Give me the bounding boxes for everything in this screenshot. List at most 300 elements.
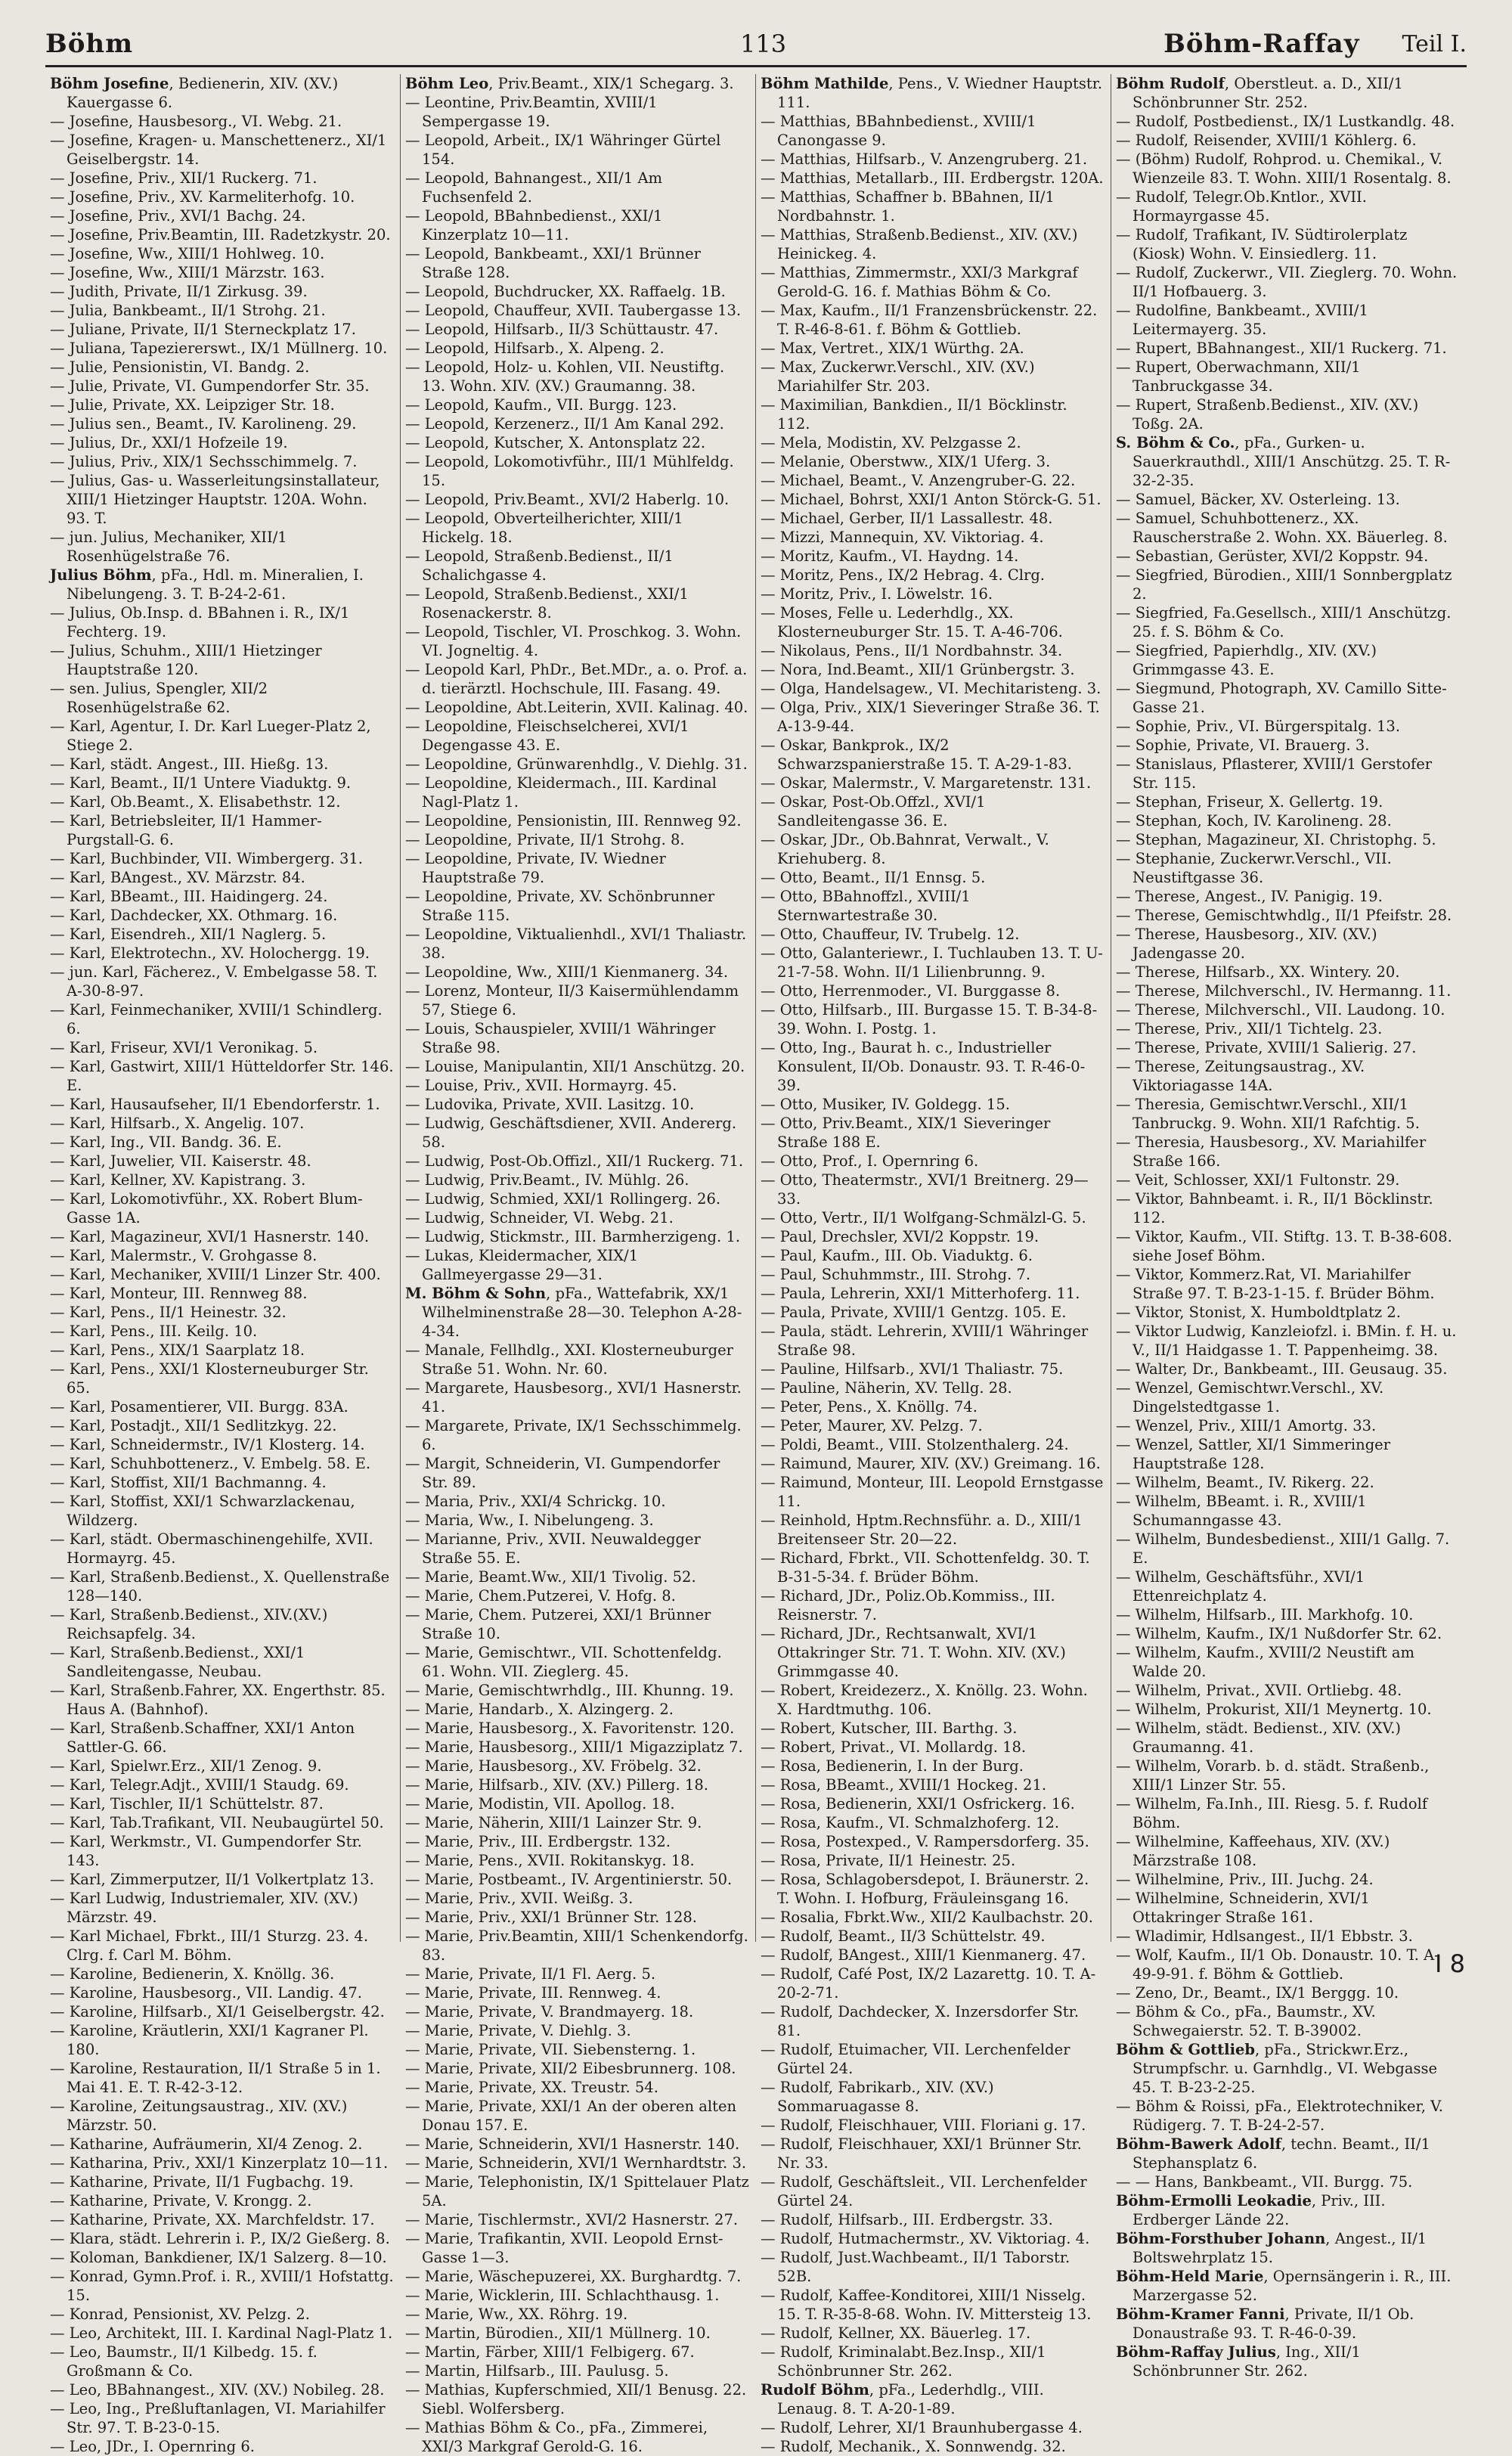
directory-entry: — Karoline, Kräutlerin, XXI/1 Kagraner Pl. 180.	[50, 2022, 369, 2058]
directory-entry: — Marie, Private, VII. Siebensterng. 1.	[405, 2041, 696, 2058]
directory-entry: — Otto, BBahnoffzl., XVIII/1 Sternwartestraße 30.	[761, 888, 971, 924]
directory-entry: — Matthias, Metallarb., III. Erdbergstr. 120A.	[761, 169, 1104, 187]
directory-entry: — Marie, Schneiderin, XVI/1 Hasnerstr. 140.	[405, 2135, 740, 2153]
directory-entry: — Karl, Juwelier, VII. Kaiserstr. 48.	[50, 1152, 311, 1170]
directory-entry: — Juliane, Private, II/1 Sterneckplatz 17.	[50, 321, 356, 338]
directory-entry: — Wilhelm, BBeamt. i. R., XVIII/1 Schumanngasse 43.	[1116, 1493, 1367, 1529]
directory-entry: — Rudolf, Reisender, XVIII/1 Köhlerg. 6.	[1116, 132, 1417, 149]
directory-entry: — Karl, Ing., VII. Bandg. 36. E.	[50, 1133, 282, 1151]
column-3	[756, 74, 1111, 2455]
directory-entry: — Paula, Private, XVIII/1 Gentzg. 105. E.	[761, 1304, 1067, 1321]
directory-entry: — Rudolf, Etuimacher, VII. Lerchenfelder Gürtel 24.	[761, 2041, 1070, 2077]
directory-entry: — Marie, Private, V. Brandmayerg. 18.	[405, 2003, 694, 2020]
directory-entry: — Leopold, Kerzenerz., II/1 Am Kanal 292.	[405, 415, 724, 433]
directory-entry: — Wenzel, Priv., XIII/1 Amortg. 33.	[1116, 1417, 1377, 1434]
directory-entry: — jun. Karl, Fächerez., V. Embelgasse 58. T. A-30-8-97.	[50, 963, 378, 1000]
directory-entry: — Leopold, Chauffeur, XVII. Taubergasse 13.	[405, 302, 742, 319]
directory-entry: — Leopold, Priv.Beamt., XVI/2 Haberlg. 10.	[405, 491, 730, 508]
directory-entry: — Karl, Straßenb.Bedienst., XIV.(XV.) Reichsapfelg. 34.	[50, 1606, 328, 1642]
directory-entry: — Karl, Werkmstr., VI. Gumpendorfer Str. 143.	[50, 1833, 362, 1869]
directory-entry: — Leopold, BBahnbedienst., XXI/1 Kinzerplatz 10—11.	[405, 207, 663, 243]
directory-entry: — Ludwig, Priv.Beamt., IV. Mühlg. 26.	[405, 1171, 689, 1189]
directory-entry: — Katharine, Private, V. Krongg. 2.	[50, 2192, 312, 2209]
directory-entry: — Karl, Telegr.Adjt., XVIII/1 Staudg. 69.	[50, 1776, 349, 1794]
directory-entry: — Karl, Gastwirt, XIII/1 Hütteldorfer Str. 146. E.	[50, 1058, 394, 1094]
directory-entry: — Marie, Modistin, VII. Apollog. 18.	[405, 1795, 675, 1813]
directory-entry: — Wolf, Kaufm., II/1 Ob. Donaustr. 10. T. A-49-9-91. f. Böhm & Gottlieb.	[1116, 1946, 1439, 1983]
directory-entry: — Richard, JDr., Poliz.Ob.Kommiss., III. Reisnerstr. 7.	[761, 1587, 1055, 1623]
directory-entry: — Marie, Ww., XX. Röhrg. 19.	[405, 2306, 628, 2323]
directory-entry: — Siegfried, Fa.Gesellsch., XIII/1 Anschützg. 25. f. S. Böhm & Co.	[1116, 604, 1452, 640]
directory-entry: — Julie, Private, VI. Gumpendorfer Str. 35.	[50, 377, 370, 395]
directory-entry: — Viktor Ludwig, Kanzleiofzl. i. BMin. f. H. u. V., II/1 Haidgasse 1. T. Pappenheimg. 38.	[1116, 1323, 1457, 1359]
directory-entry: — Ludovika, Private, XVII. Lasitzg. 10.	[405, 1096, 695, 1113]
directory-entry: — Wilhelm, Bundesbedienst., XIII/1 Gallg. 7. E.	[1116, 1530, 1450, 1567]
directory-entry: — Karl, Agentur, I. Dr. Karl Lueger-Platz 2, Stiege 2.	[50, 718, 371, 754]
directory-entry: — Moses, Felle u. Lederhdlg., XX. Klosterneuburger Str. 15. T. A-46-706.	[761, 604, 1063, 640]
directory-entry: — Marie, Gemischtwr., VII. Schottenfeldg. 61. Wohn. VII. Zieglerg. 45.	[405, 1644, 722, 1680]
directory-entry: — Marie, Pens., XVII. Rokitanskyg. 18.	[405, 1852, 695, 1869]
directory-entry: — Karl, Beamt., II/1 Untere Viaduktg. 9.	[50, 774, 352, 792]
directory-entry: — Leopold, Lokomotivführ., III/1 Mühlfeldg. 15.	[405, 453, 734, 489]
directory-entry: — Karl, Magazineur, XVI/1 Hasnerstr. 140.	[50, 1228, 370, 1245]
directory-entry: — Otto, Musiker, IV. Goldegg. 15.	[761, 1096, 1010, 1113]
directory-entry: S. Böhm & Co., pFa., Gurken- u. Sauerkrauthdl., XIII/1 Anschützg. 25. T. R-32-2-35.	[1116, 434, 1451, 489]
directory-entry: — Karl, BBeamt., III. Haidingerg. 24.	[50, 888, 328, 905]
directory-entry: — Rudolf, Postbedienst., IX/1 Lustkandlg. 48.	[1116, 113, 1455, 130]
directory-entry: — Otto, Priv.Beamt., XIX/1 Sieveringer Straße 188 E.	[761, 1115, 1051, 1151]
directory-entry: — Wilhelmine, Priv., III. Juchg. 24.	[1116, 1871, 1374, 1888]
directory-entry: — Maria, Ww., I. Nibelungeng. 3.	[405, 1512, 654, 1529]
directory-entry: — Rudolfine, Bankbeamt., XVIII/1 Leitermayerg. 35.	[1116, 302, 1368, 338]
directory-entry: — Karl, Friseur, XVI/1 Veronikag. 5.	[50, 1039, 318, 1056]
directory-entry: Böhm Josefine, Bedienerin, XIV. (XV.) Kauergasse 6.	[50, 75, 339, 111]
directory-entry: — Rupert, Straßenb.Bedienst., XIV. (XV.) Toßg. 2A.	[1116, 396, 1419, 433]
header-left-name: Böhm	[45, 29, 134, 59]
directory-entry: — Leo, Baumstr., II/1 Kilbedg. 15. f. Großmann & Co.	[50, 2343, 318, 2380]
directory-entry: Böhm-Ermolli Leokadie, Priv., III. Erdberger Lände 22.	[1116, 2192, 1386, 2228]
directory-entry: — Samuel, Bäcker, XV. Osterleing. 13.	[1116, 491, 1400, 508]
directory-entry: — Marie, Handarb., X. Alzingerg. 2.	[405, 1701, 674, 1718]
directory-entry: — Rudolf, Just.Wachbeamt., II/1 Taborstr. 52B.	[761, 2249, 1070, 2285]
directory-entry: — Josefine, Priv., XII/1 Ruckerg. 71.	[50, 169, 318, 187]
directory-entry: — Karl, Betriebsleiter, II/1 Hammer-Purgstall-G. 6.	[50, 812, 322, 848]
directory-entry: — Rudolf, Zuckerwr., VII. Zieglerg. 70. Wohn. II/1 Hofbauerg. 3.	[1116, 264, 1458, 300]
directory-entry: — Oskar, Post-Ob.Offzl., XVI/1 Sandleitengasse 36. E.	[761, 793, 986, 830]
directory-entry: Böhm Leo, Priv.Beamt., XIX/1 Schegarg. 3.	[405, 75, 734, 92]
directory-entry: — Rudolf, Kriminalabt.Bez.Insp., XII/1 Schönbrunner Str. 262.	[761, 2343, 1046, 2380]
directory-entry: — Robert, Privat., VI. Mollardg. 18.	[761, 1738, 1027, 1756]
directory-entry: — Marie, Näherin, XIII/1 Lainzer Str. 9.	[405, 1814, 702, 1831]
directory-entry: Böhm Mathilde, Pens., V. Wiedner Hauptstr. 111.	[761, 75, 1103, 111]
directory-entry: — Rosalia, Fbrkt.Ww., XII/2 Kaulbachstr. 20.	[761, 1909, 1093, 1926]
directory-entry: — Marie, Priv., XXI/1 Brünner Str. 128.	[405, 1909, 697, 1926]
directory-entry: — Maximilian, Bankdien., II/1 Böcklinstr. 112.	[761, 396, 1067, 433]
directory-entry: — Marie, Hausbesorg., X. Favoritenstr. 120.	[405, 1720, 735, 1737]
directory-entry: — — Hans, Bankbeamt., VII. Burgg. 75.	[1116, 2173, 1413, 2191]
directory-entry: — Matthias, Zimmermstr., XXI/3 Markgraf Gerold-G. 16. f. Mathias Böhm & Co.	[761, 264, 1078, 300]
directory-entry: — Raimund, Monteur, III. Leopold Ernstgasse 11.	[761, 1474, 1104, 1510]
directory-entry: — Wilhelmine, Schneiderin, XVI/1 Ottakringer Straße 161.	[1116, 1890, 1370, 1926]
directory-entry: — Leopoldine, Private, XV. Schönbrunner Straße 115.	[405, 888, 715, 924]
directory-entry: — Zeno, Dr., Beamt., IX/1 Berggg. 10.	[1116, 1984, 1399, 2002]
directory-entry: — Julius, Dr., XXI/1 Hofzeile 19.	[50, 434, 288, 451]
directory-entry: — Wilhelm, Vorarb. b. d. städt. Straßenb., XIII/1 Linzer Str. 55.	[1116, 1757, 1430, 1794]
directory-entry: — Karl, Lokomotivführ., XX. Robert Blum-Gasse 1A.	[50, 1190, 363, 1226]
directory-entry: — Karl, Spielwr.Erz., XII/1 Zenog. 9.	[50, 1757, 322, 1775]
directory-entry: — Pauline, Näherin, XV. Tellg. 28.	[761, 1379, 1012, 1397]
directory-entry: — Rudolf, Fleischhauer, VIII. Floriani g. 17.	[761, 2116, 1086, 2134]
directory-entry: — Samuel, Schuhbottenerz., XX. Rauscherstraße 2. Wohn. XX. Bäuerleg. 8.	[1116, 510, 1448, 546]
directory-entry: — Mela, Modistin, XV. Pelzgasse 2.	[761, 434, 1021, 451]
directory-entry: — Karl, BAngest., XV. Märzstr. 84.	[50, 869, 305, 886]
directory-entry: Böhm-Held Marie, Opernsängerin i. R., III. Marzergasse 52.	[1116, 2268, 1452, 2304]
directory-entry: — Siegfried, Bürodien., XIII/1 Sonnbergplatz 2.	[1116, 566, 1452, 603]
directory-entry: — Karl, Pens., XXI/1 Klosterneuburger Str. 65.	[50, 1360, 369, 1397]
directory-entry: — Marie, Wicklerin, III. Schlachthausg. 1.	[405, 2287, 720, 2304]
directory-entry: — Rosa, Bedienerin, I. In der Burg.	[761, 1757, 1024, 1775]
directory-entry: — Rosa, Kaufm., VI. Schmalzhoferg. 12.	[761, 1814, 1060, 1831]
directory-entry: — Rosa, Bedienerin, XXI/1 Osfrickerg. 16.	[761, 1795, 1075, 1813]
directory-entry: — Peter, Pens., X. Knöllg. 74.	[761, 1398, 978, 1416]
directory-entry: — Marie, Chem. Putzerei, XXI/1 Brünner Straße 10.	[405, 1606, 711, 1642]
directory-entry: — Karl, Tischler, II/1 Schüttelstr. 87.	[50, 1795, 324, 1813]
directory-entry: — Otto, Ing., Baurat h. c., Industrieller Konsulent, II/Ob. Donaustr. 93. T. R-46-0-39.	[761, 1039, 1086, 1094]
directory-entry: — Karl, Posamentierer, VII. Burgg. 83A.	[50, 1398, 349, 1416]
directory-entry: — Margit, Schneiderin, VI. Gumpendorfer Str. 89.	[405, 1455, 720, 1491]
directory-entry: — Leopoldine, Private, II/1 Strohg. 8.	[405, 831, 685, 848]
directory-entry: — Marie, Private, XII/2 Eibesbrunnerg. 108.	[405, 2060, 736, 2077]
directory-entry: — Rudolf, Mechanik., X. Sonnwendg. 32.	[761, 2438, 1066, 2455]
directory-entry: — Karl, Stoffist, XXI/1 Schwarzlackenau, Wildzerg.	[50, 1493, 355, 1529]
directory-entry: — Karl, Buchbinder, VII. Wimbergerg. 31.	[50, 850, 363, 867]
directory-entry: — Mathias, Kupferschmied, XII/1 Benusg. 22. Siebl. Wolfersberg.	[405, 2381, 747, 2417]
directory-entry: — Sebastian, Gerüster, XVI/2 Koppstr. 94.	[1116, 547, 1429, 565]
directory-entry: — Konrad, Pensionist, XV. Pelzg. 2.	[50, 2306, 310, 2323]
directory-entry: — Otto, Hilfsarb., III. Burgasse 15. T. B-34-8-39. Wohn. I. Postg. 1.	[761, 1001, 1098, 1037]
directory-entry: — Karl, Tab.Trafikant, VII. Neubaugürtel 50.	[50, 1814, 384, 1831]
directory-entry: — Poldi, Beamt., VIII. Stolzenthalerg. 24.	[761, 1436, 1069, 1453]
directory-entry: — Therese, Priv., XII/1 Tichtelg. 23.	[1116, 1020, 1383, 1037]
directory-entry: — Leopold, Straßenb.Bedienst., II/1 Schalichgasse 4.	[405, 547, 674, 584]
directory-entry: — Marie, Beamt.Ww., XII/1 Tivolig. 52.	[405, 1568, 696, 1586]
directory-entry: — Max, Vertret., XIX/1 Würthg. 2A.	[761, 340, 1024, 357]
directory-entry: — Sophie, Private, VI. Brauerg. 3.	[1116, 736, 1370, 754]
directory-entry: — sen. Julius, Spengler, XII/2 Rosenhügelstraße 62.	[50, 680, 268, 716]
directory-entry: — Karl, Straßenb.Fahrer, XX. Engerthstr. 85. Haus A. (Bahnhof).	[50, 1682, 386, 1718]
directory-entry: — Raimund, Maurer, XIV. (XV.) Greimang. 16.	[761, 1455, 1101, 1472]
directory-entry: — Manale, Fellhdlg., XXI. Klosterneuburger Straße 51. Wohn. Nr. 60.	[405, 1341, 733, 1378]
directory-entry: — Rudolf, Hutmachermstr., XV. Viktoriag. 4.	[761, 2230, 1090, 2247]
directory-entry: — Marie, Tischlermstr., XVI/2 Hasnerstr. 27.	[405, 2211, 739, 2228]
directory-entry: — Marie, Wäschepuzerei, XX. Burghardtg. 7.	[405, 2268, 742, 2285]
directory-entry: — Marie, Private, V. Diehlg. 3.	[405, 2022, 631, 2039]
directory-entry: — Karl, Zimmerputzer, II/1 Volkertplatz 13.	[50, 1871, 374, 1888]
directory-entry: — Marie, Postbeamt., IV. Argentinierstr. 50.	[405, 1871, 733, 1888]
directory-entry: — Stephan, Magazineur, XI. Christophg. 5.	[1116, 831, 1436, 848]
directory-entry: — Leopold Karl, PhDr., Bet.MDr., a. o. Prof. a. d. tierärztl. Hochschule, III. Fasang. 49.	[405, 661, 748, 697]
directory-entry: — Max, Kaufm., II/1 Franzensbrückenstr. 22. T. R-46-8-61. f. Böhm & Gottlieb.	[761, 302, 1098, 338]
directory-entry: — Otto, Prof., I. Opernring 6.	[761, 1152, 979, 1170]
directory-entry: — Otto, Galanteriewr., I. Tuchlauben 13. T. U-21-7-58. Wohn. II/1 Lilienbrunng. 9.	[761, 944, 1103, 981]
directory-entry: — Louis, Schauspieler, XVIII/1 Währinger Straße 98.	[405, 1020, 716, 1056]
directory-entry: — Judith, Private, II/1 Zirkusg. 39.	[50, 283, 308, 300]
directory-entry: — Viktor, Kaufm., VII. Stiftg. 13. T. B-38-608. siehe Josef Böhm.	[1116, 1228, 1452, 1264]
directory-entry: — Rudolf, Geschäftsleit., VII. Lerchenfelder Gürtel 24.	[761, 2173, 1087, 2209]
directory-entry: — Moritz, Pens., IX/2 Hebrag. 4. Clrg.	[761, 566, 1045, 584]
directory-entry: — Marie, Chem.Putzerei, V. Hofg. 8.	[405, 1587, 676, 1605]
directory-entry: — Rupert, Oberwachmann, XII/1 Tanbruckgasse 34.	[1116, 358, 1361, 395]
directory-entry: — Rudolf, Fabrikarb., XIV. (XV.) Sommaruagasse 8.	[761, 2079, 994, 2115]
directory-entry: — Marie, Hilfsarb., XIV. (XV.) Pillerg. 18.	[405, 1776, 708, 1794]
directory-entry: — Leopoldine, Fleischselcherei, XVI/1 Degengasse 43. E.	[405, 718, 689, 754]
directory-entry: — Wilhelm, Geschäftsführ., XVI/1 Ettenreichplatz 4.	[1116, 1568, 1365, 1605]
directory-entry: — Wenzel, Sattler, XI/1 Simmeringer Hauptstraße 128.	[1116, 1436, 1391, 1472]
directory-entry: — Rudolf, Trafikant, IV. Südtirolerplatz (Kiosk) Wohn. V. Einsiedlerg. 11.	[1116, 226, 1408, 262]
directory-entry: — Leopold, Hilfsarb., II/3 Schüttaustr. 47.	[405, 321, 719, 338]
directory-entry: — Michael, Gerber, II/1 Lassallestr. 48.	[761, 510, 1053, 527]
directory-entry: — Viktor, Kommerz.Rat, VI. Mariahilfer Straße 97. T. B-23-1-15. f. Brüder Böhm.	[1116, 1266, 1435, 1302]
directory-entry: — Robert, Kreidezerz., X. Knöllg. 23. Wohn. X. Hardtmuthg. 106.	[761, 1682, 1088, 1718]
directory-entry: — Karl, Straßenb.Bedienst., X. Quellenstraße 128—140.	[50, 1568, 390, 1605]
directory-entry: — Stephan, Friseur, X. Gellertg. 19.	[1116, 793, 1383, 811]
directory-entry: — Karl, Straßenb.Schaffner, XXI/1 Anton Sattler-G. 66.	[50, 1720, 355, 1756]
directory-entry: — Rudolf, BAngest., XIII/1 Kienmanerg. 47.	[761, 1946, 1086, 1964]
directory-entry: — Wilhelm, Prokurist, XII/1 Meynertg. 10.	[1116, 1701, 1432, 1718]
directory-entry: — Rosa, Postexped., V. Rampersdorferg. 35.	[761, 1833, 1089, 1850]
directory-entry: — Mizzi, Mannequin, XV. Viktoriag. 4.	[761, 529, 1044, 546]
directory-entry: — Therese, Angest., IV. Panigig. 19.	[1116, 888, 1383, 905]
directory-entry: — Oskar, Bankprok., IX/2 Schwarzspanierstraße 15. T. A-29-1-83.	[761, 736, 1072, 773]
directory-entry: — Marie, Trafikantin, XVII. Leopold Ernst-Gasse 1—3.	[405, 2230, 723, 2266]
directory-entry: — Oskar, JDr., Ob.Bahnrat, Verwalt., V. Kriehuberg. 8.	[761, 831, 1049, 867]
directory-entry: — Marie, Hausbesorg., XIII/1 Migazziplatz 7.	[405, 1738, 743, 1756]
directory-entry: — Ludwig, Geschäftsdiener, XVII. Andererg. 58.	[405, 1115, 737, 1151]
directory-entry: — Lorenz, Monteur, II/3 Kaisermühlendamm 57, Stiege 6.	[405, 982, 739, 1019]
directory-entry: — Otto, Herrenmoder., VI. Burggasse 8.	[761, 982, 1061, 1000]
directory-entry: — Paula, Lehrerin, XXI/1 Mitterhoferg. 11.	[761, 1285, 1080, 1302]
directory-entry: — Karoline, Hausbesorg., VII. Landig. 47.	[50, 1984, 362, 2002]
directory-entry: — Leo, Architekt, III. I. Kardinal Nagl-Platz 1.	[50, 2324, 393, 2342]
column-1	[45, 74, 401, 2455]
directory-entry: — Melanie, Oberstww., XIX/1 Uferg. 3.	[761, 453, 1051, 470]
directory-entry: — Ludwig, Schmied, XXI/1 Rollingerg. 26.	[405, 1190, 721, 1208]
directory-entry: — Theresia, Gemischtwr.Verschl., XII/1 Tanbruckg. 9. Wohn. XII/1 Rafchtig. 5.	[1116, 1096, 1420, 1132]
directory-entry: — Leopold, Bankbeamt., XXI/1 Brünner Straße 128.	[405, 245, 701, 281]
directory-entry: — Leopold, Kutscher, X. Antonsplatz 22.	[405, 434, 706, 451]
directory-entry: — Leopoldine, Ww., XIII/1 Kienmanerg. 34.	[405, 963, 729, 981]
directory-entry: — Karl, Pens., II/1 Heinestr. 32.	[50, 1304, 287, 1321]
directory-entry: — Marie, Schneiderin, XVI/1 Wernhardtstr. 3.	[405, 2154, 747, 2172]
directory-entry: — Leopold, Straßenb.Bedienst., XXI/1 Rosenackerstr. 8.	[405, 585, 689, 622]
directory-entry: — Paul, Drechsler, XVI/2 Koppstr. 19.	[761, 1228, 1040, 1245]
directory-entry: — Leopoldine, Grünwarenhdlg., V. Diehlg. 31.	[405, 755, 748, 773]
directory-entry: — Karl, Straßenb.Bedienst., XXI/1 Sandleitengasse, Neubau.	[50, 1644, 305, 1680]
directory-entry: — Ludwig, Post-Ob.Offizl., XII/1 Ruckerg. 71.	[405, 1152, 744, 1170]
directory-entry: — Karoline, Hilfsarb., XI/1 Geiselbergstr. 42.	[50, 2003, 385, 2020]
directory-entry: — Karl, Eisendreh., XII/1 Naglerg. 5.	[50, 926, 327, 943]
directory-entry: — Theresia, Hausbesorg., XV. Mariahilfer Straße 166.	[1116, 1133, 1427, 1170]
directory-entry: — Marie, Gemischtwrhdlg., III. Khunng. 19.	[405, 1682, 734, 1699]
directory-entry: — Leopoldine, Viktualienhdl., XVI/1 Thaliastr. 38.	[405, 926, 747, 962]
directory-entry: Böhm Rudolf, Oberstleut. a. D., XII/1 Schönbrunner Str. 252.	[1116, 75, 1403, 111]
directory-entry: — Julius, Priv., XIX/1 Sechsschimmelg. 7.	[50, 453, 358, 470]
directory-entry: — Therese, Hilfsarb., XX. Wintery. 20.	[1116, 963, 1400, 981]
directory-entry: — Marie, Private, II/1 Fl. Aerg. 5.	[405, 1965, 656, 1983]
directory-entry: — Karl, Schneidermstr., IV/1 Klosterg. 14.	[50, 1436, 365, 1453]
directory-entry: — Juliana, Tapeziererswt., IX/1 Müllnerg. 10.	[50, 340, 388, 357]
directory-entry: — Leopold, Bahnangest., XII/1 Am Fuchsenfeld 2.	[405, 169, 663, 206]
directory-entry: — Karl, Mechaniker, XVIII/1 Linzer Str. 400.	[50, 1266, 381, 1283]
directory-entry: — Josefine, Ww., XIII/1 Märzstr. 163.	[50, 264, 325, 281]
directory-entry: — Leopold, Buchdrucker, XX. Raffaelg. 1B.	[405, 283, 726, 300]
directory-entry: — Karl, Elektrotechn., XV. Holochergg. 19.	[50, 944, 370, 962]
directory-entry: Rudolf Böhm, pFa., Lederhdlg., VIII. Lenaug. 8. T. A-20-1-89.	[761, 2381, 1044, 2417]
directory-entry: Julius Böhm, pFa., Hdl. m. Mineralien, I. Nibelungeng. 3. T. B-24-2-61.	[50, 566, 364, 603]
directory-entry: — Paul, Schuhmmstr., III. Strohg. 7.	[761, 1266, 1031, 1283]
directory-entry: — Julius, Gas- u. Wasserleitungsinstallateur, XIII/1 Hietzinger Hauptstr. 120A. Wohn. 93. T.	[50, 472, 380, 527]
directory-entry: — Julie, Private, XX. Leipziger Str. 18.	[50, 396, 335, 414]
directory-entry: — Wilhelm, Fa.Inh., III. Riesg. 5. f. Rudolf Böhm.	[1116, 1795, 1428, 1831]
directory-entry: — Rudolf, Dachdecker, X. Inzersdorfer Str. 81.	[761, 2003, 1080, 2039]
directory-entry: — Rosa, Schlagobersdepot, I. Bräunerstr. 2. T. Wohn. I. Hofburg, Fräuleinsgang 16.	[761, 1871, 1089, 1907]
directory-entry: — Wladimir, Hdlsangest., II/1 Ebbstr. 3.	[1116, 1927, 1413, 1945]
directory-entry: — Julius, Ob.Insp. d. BBahnen i. R., IX/1 Fechterg. 19.	[50, 604, 350, 640]
directory-entry: — Olga, Handelsagew., VI. Mechitaristeng. 3.	[761, 680, 1101, 697]
directory-entry: — Paul, Kaufm., III. Ob. Viaduktg. 6.	[761, 1247, 1033, 1264]
directory-entry: — Lukas, Kleidermacher, XIX/1 Gallmeyergasse 29—31.	[405, 1247, 639, 1283]
directory-entry: — Wilhelm, Beamt., IV. Rikerg. 22.	[1116, 1474, 1374, 1491]
directory-entry: — Julius, Schuhm., XIII/1 Hietzinger Hauptstraße 120.	[50, 642, 322, 678]
directory-entry: — Karl, Pens., XIX/1 Saarplatz 18.	[50, 1341, 305, 1359]
directory-entry: — Karl, Postadjt., XII/1 Sedlitzkyg. 22.	[50, 1417, 337, 1434]
directory-entry: — Leopoldine, Abt.Leiterin, XVII. Kalinag. 40.	[405, 699, 748, 716]
directory-entry: — Moritz, Priv., I. Löwelstr. 16.	[761, 585, 993, 603]
directory-entry: — Otto, Chauffeur, IV. Trubelg. 12.	[761, 926, 1020, 943]
directory-entry: — Karl, Stoffist, XII/1 Bachmanng. 4.	[50, 1474, 327, 1491]
directory-entry: — Wilhelmine, Kaffeehaus, XIV. (XV.) Märzstraße 108.	[1116, 1833, 1390, 1869]
directory-entry: — Julie, Pensionistin, VI. Bandg. 2.	[50, 358, 310, 376]
directory-entry: — Nikolaus, Pens., II/1 Nordbahnstr. 34.	[761, 642, 1063, 659]
directory-entry: — Rudolf, Kaffee-Konditorei, XIII/1 Nisselg. 15. T. R-35-8-68. Wohn. IV. Mittersteig 13.	[761, 2287, 1092, 2323]
directory-entry: — Veit, Schlosser, XXI/1 Fultonstr. 29.	[1116, 1171, 1400, 1189]
directory-entry: — Margarete, Hausbesorg., XVI/1 Hasnerstr. 41.	[405, 1379, 742, 1416]
directory-entry: — Moritz, Kaufm., VI. Haydng. 14.	[761, 547, 1019, 565]
directory-entry: — Marie, Priv., III. Erdbergstr. 132.	[405, 1833, 671, 1850]
directory-entry: — Viktor, Stonist, X. Humboldtplatz 2.	[1116, 1304, 1401, 1321]
directory-entry: — Leopoldine, Pensionistin, III. Rennweg 92.	[405, 812, 742, 830]
directory-entry: — Marie, Telephonistin, IX/1 Spittelauer Platz 5A.	[405, 2173, 749, 2209]
directory-entry: — Böhm & Co., pFa., Baumstr., XV. Schwegaierstr. 52. T. B-39002.	[1116, 2003, 1376, 2039]
directory-entry: — Josefine, Priv.Beamtin, III. Radetzkystr. 20.	[50, 226, 391, 243]
directory-entry: — (Böhm) Rudolf, Rohprod. u. Chemikal., V. Wienzeile 83. T. Wohn. XIII/1 Rosentalg. 8.	[1116, 150, 1452, 187]
directory-entry: — Olga, Priv., XIX/1 Sieveringer Straße 36. T. A-13-9-44.	[761, 699, 1100, 735]
directory-entry: — Pauline, Hilfsarb., XVI/1 Thaliastr. 75.	[761, 1360, 1064, 1378]
directory-entry: — Stephanie, Zuckerwr.Verschl., VII. Neustiftgasse 36.	[1116, 850, 1392, 886]
directory-entry: — Marie, Private, XX. Treustr. 54.	[405, 2079, 658, 2096]
directory-entry: — Rudolf, Hilfsarb., III. Erdbergstr. 33.	[761, 2211, 1053, 2228]
directory-entry: — Stephan, Koch, IV. Karolineng. 28.	[1116, 812, 1392, 830]
page-footer-mark: I 8	[1435, 1949, 1465, 1978]
directory-entry: — Therese, Hausbesorg., XIV. (XV.) Jadengasse 20.	[1116, 926, 1377, 962]
directory-entry: — Wilhelm, Kaufm., IX/1 Nußdorfer Str. 62.	[1116, 1625, 1442, 1642]
directory-entry: — Wilhelm, Kaufm., XVIII/2 Neustift am Walde 20.	[1116, 1644, 1415, 1680]
directory-entry: — Rudolf, Café Post, IX/2 Lazarettg. 10. T. A-20-2-71.	[761, 1965, 1096, 2002]
directory-entry: — Matthias, Straßenb.Bedienst., XIV. (XV.) Heinickeg. 4.	[761, 226, 1078, 262]
directory-entry: — Viktor, Bahnbeamt. i. R., II/1 Böcklinstr. 112.	[1116, 1190, 1433, 1226]
directory-entry: — Marie, Priv.Beamtin, XIII/1 Schenkendorfg. 83.	[405, 1927, 748, 1964]
directory-entry: — Klara, städt. Lehrerin i. P., IX/2 Gießerg. 8.	[50, 2230, 390, 2247]
directory-entry: — Matthias, Hilfsarb., V. Anzengruberg. 21.	[761, 150, 1088, 168]
directory-entry: — Rudolf, Telegr.Ob.Kntlor., XVII. Hormayrgasse 45.	[1116, 188, 1367, 225]
directory-entry: — Wenzel, Gemischtwr.Verschl., XV. Dingelstedtgasse 1.	[1116, 1379, 1384, 1416]
directory-entry: Böhm & Gottlieb, pFa., Strickwr.Erz., Strumpfschr. u. Garnhdlg., VI. Webgasse 45. T. B-23-2-25.	[1116, 2041, 1438, 2096]
directory-entry: — Josefine, Hausbesorg., VI. Webg. 21.	[50, 113, 342, 130]
page-header	[45, 23, 1467, 67]
directory-entry: — Wilhelm, städt. Bedienst., XIV. (XV.) Graumanng. 41.	[1116, 1720, 1402, 1756]
directory-entry: — Josefine, Priv., XVI/1 Bachg. 24.	[50, 207, 306, 225]
directory-entry: — Josefine, Priv., XV. Karmeliterhofg. 10.	[50, 188, 355, 206]
directory-entry: — Wilhelm, Hilfsarb., III. Markhofg. 10.	[1116, 1606, 1414, 1623]
directory-entry: — Rudolf, Fleischhauer, XXI/1 Brünner Str. Nr. 33.	[761, 2135, 1082, 2172]
directory-entry: — Karl, Kellner, XV. Kapistrang. 3.	[50, 1171, 306, 1189]
directory-entry: — Matthias, Schaffner b. BBahnen, II/1 Nordbahnstr. 1.	[761, 188, 1055, 225]
directory-entry: — Louise, Priv., XVII. Hormayrg. 45.	[405, 1077, 677, 1094]
directory-entry: — Rosa, BBeamt., XVIII/1 Hockeg. 21.	[761, 1776, 1047, 1794]
directory-entry: — Katharine, Private, XX. Marchfeldstr. 17.	[50, 2211, 375, 2228]
directory-entry: M. Böhm & Sohn, pFa., Wattefabrik, XX/1 Wilhelminenstraße 28—30. Telephon A-28-4-34.	[405, 1285, 742, 1340]
directory-entry: — Karl, Feinmechaniker, XVIII/1 Schindlerg. 6.	[50, 1001, 383, 1037]
directory-entry: — Rudolf, Beamt., II/3 Schüttelstr. 49.	[761, 1927, 1046, 1945]
directory-entry: — Rupert, BBahnangest., XII/1 Ruckerg. 71.	[1116, 340, 1447, 357]
directory-entry: — Therese, Milchverschl., VII. Laudong. 10.	[1116, 1001, 1445, 1019]
directory-entry: — Sophie, Priv., VI. Bürgerspitalg. 13.	[1116, 718, 1401, 735]
directory-entry: — Rosa, Private, II/1 Heinestr. 25.	[761, 1852, 1016, 1869]
directory-entry: — Leopoldine, Kleidermach., III. Kardinal Nagl-Platz 1.	[405, 774, 717, 811]
directory-entry: — Koloman, Bankdiener, IX/1 Salzerg. 8—10.	[50, 2249, 387, 2266]
directory-entry: — Karl Michael, Fbrkt., III/1 Sturzg. 23. 4. Clrg. f. Carl M. Böhm.	[50, 1927, 369, 1964]
directory-entry: — Leo, Ing., Preßluftanlagen, VI. Mariahilfer Str. 97. T. B-23-0-15.	[50, 2400, 386, 2436]
directory-entry: — Karl, Hausaufseher, II/1 Ebendorferstr. 1.	[50, 1096, 380, 1113]
directory-entry: — Leopold, Arbeit., IX/1 Währinger Gürtel 154.	[405, 132, 721, 168]
directory-entry: — Leopold, Tischler, VI. Proschkog. 3. Wohn. VI. Jogneltig. 4.	[405, 623, 742, 659]
directory-entry: — Mathias Böhm & Co., pFa., Zimmerei, XXI/3 Markgraf Gerold-G. 16.	[405, 2419, 708, 2455]
page-number: 113	[740, 29, 787, 58]
directory-entry: — Leopold, Holz- u. Kohlen, VII. Neustiftg. 13. Wohn. XIV. (XV.) Graumanng. 38.	[405, 358, 725, 395]
directory-entry: — Ludwig, Schneider, VI. Webg. 21.	[405, 1209, 674, 1226]
directory-entry: — Karl, Schuhbottenerz., V. Embelg. 58. E.	[50, 1455, 371, 1472]
directory-entry: — Richard, Fbrkt., VII. Schottenfeldg. 30. T. B-31-5-34. f. Brüder Böhm.	[761, 1549, 1090, 1586]
directory-entry: — Peter, Maurer, XV. Pelzg. 7.	[761, 1417, 983, 1434]
directory-entry: Böhm-Kramer Fanni, Private, II/1 Ob. Donaustraße 93. T. R-46-0-39.	[1116, 2306, 1414, 2342]
directory-entry: — Rudolf, Kellner, XX. Bäuerleg. 17.	[761, 2324, 1031, 2342]
directory-entry: — Karl, Hilfsarb., X. Angelig. 107.	[50, 1115, 305, 1132]
directory-entry: — Karl Ludwig, Industriemaler, XIV. (XV.) Märzstr. 49.	[50, 1890, 358, 1926]
directory-entry: — Leopold, Kaufm., VII. Burgg. 123.	[405, 396, 677, 414]
directory-entry: — Matthias, BBahnbedienst., XVIII/1 Canongasse 9.	[761, 113, 1036, 149]
directory-entry: — Karl, Monteur, III. Rennweg 88.	[50, 1285, 308, 1302]
directory-entry: Böhm-Bawerk Adolf, techn. Beamt., II/1 Stephansplatz 6.	[1116, 2135, 1430, 2172]
directory-entry: — Karoline, Bedienerin, X. Knöllg. 36.	[50, 1965, 335, 1983]
column-2	[401, 74, 756, 2455]
directory-entry: — Siegfried, Papierhdlg., XIV. (XV.) Grimmgasse 43. E.	[1116, 642, 1377, 678]
directory-entry: — Rudolf, Lehrer, XI/1 Braunhubergasse 4.	[761, 2419, 1083, 2436]
directory-entry: — Karl, städt. Angest., III. Hießg. 13.	[50, 755, 329, 773]
directory-entry: — Marie, Private, XXI/1 An der oberen alten Donau 157. E.	[405, 2098, 737, 2134]
directory-entry: — Karoline, Zeitungsaustrag., XIV. (XV.) Märzstr. 50.	[50, 2098, 348, 2134]
directory-entry: — Karl, Pens., III. Keilg. 10.	[50, 1323, 258, 1340]
header-right	[1163, 29, 1467, 59]
